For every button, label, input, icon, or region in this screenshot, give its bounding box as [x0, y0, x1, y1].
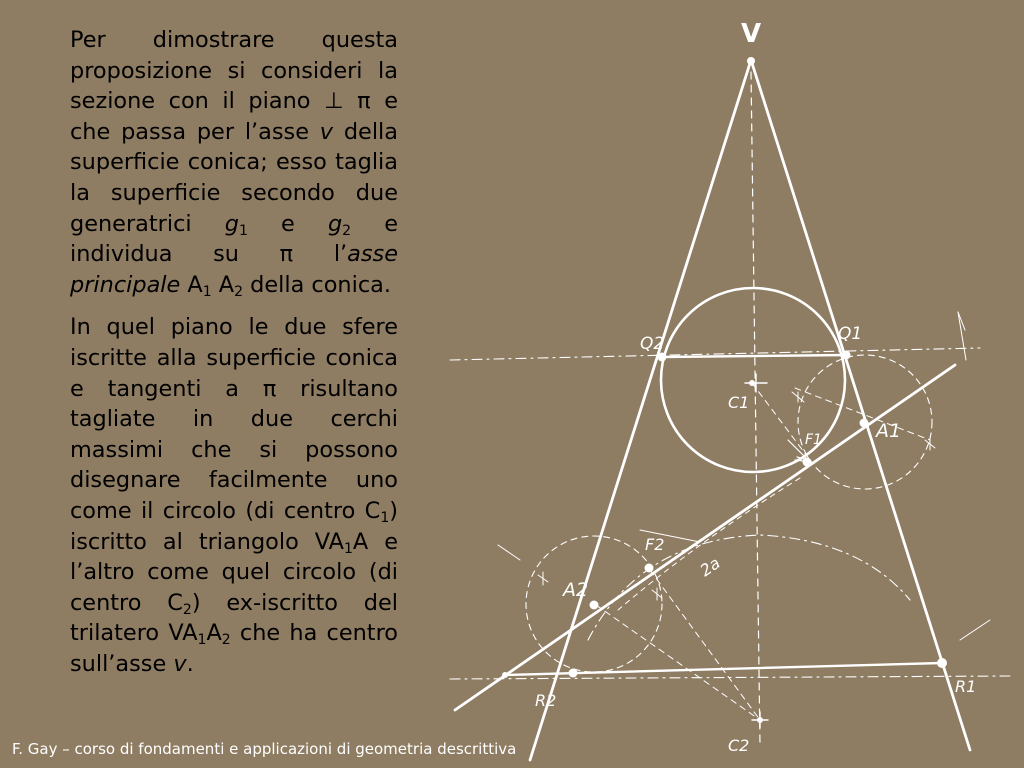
text-run: A: [206, 620, 222, 647]
footer-caption: F. Gay – corso di fondamenti e applicazioni di geometria descrittiva: [12, 740, 517, 758]
construction-line-f2-c2: [650, 570, 760, 720]
label-q1: Q1: [838, 324, 863, 344]
point-f1: [803, 458, 812, 467]
label-f2: F2: [645, 535, 665, 554]
subscript: 2: [234, 283, 244, 300]
text-run: .: [186, 650, 194, 677]
text-run: [344, 88, 358, 114]
label-f1: F1: [805, 432, 822, 448]
text-run: e che passa per l’asse: [70, 88, 398, 145]
point-q1: [842, 351, 851, 360]
point-a2: [590, 601, 599, 610]
label-a2: A2: [563, 579, 589, 601]
paragraph-2: [70, 312, 398, 679]
principal-axis-term: asse principale: [70, 241, 398, 298]
text-run: e individua su: [70, 210, 398, 268]
paragraph-1: [70, 25, 398, 300]
axis-v-symbol: v: [319, 118, 334, 145]
subscript: 2: [342, 222, 352, 239]
label-r2: R2: [535, 691, 557, 710]
generatrix-g1: [751, 60, 970, 750]
g2-symbol: g: [327, 210, 343, 237]
chord-q2-q1: [662, 355, 846, 357]
g1-symbol: g: [224, 210, 239, 237]
label-c2: C2: [728, 736, 750, 755]
text-run: Per dimostrare questa proposizione si consideri la sezione con il piano: [70, 27, 398, 115]
subscript: 2: [182, 601, 192, 618]
text-run: ) iscritto al triangolo VA: [70, 497, 398, 555]
construction-tick: [960, 620, 990, 640]
axis-v-line: [751, 72, 760, 745]
subscript: 1: [343, 540, 353, 557]
label-c1: C1: [728, 393, 750, 412]
principal-axis-line: [455, 365, 955, 710]
text-run: risultano tagliate in due cerchi massimi che si possono disegnare facilmente uno come il circolo (di centro C: [70, 375, 399, 524]
text-run: che ha centro sull’asse: [70, 620, 398, 677]
point-c1: [749, 380, 755, 386]
text-run: l’: [293, 241, 348, 268]
point-axis-end: [502, 672, 508, 678]
subscript: 1: [202, 283, 212, 300]
label-r1: R1: [955, 677, 977, 696]
perpendicular-symbol: ⊥: [324, 88, 344, 115]
pi-symbol: π: [279, 241, 294, 268]
point-f2: [645, 564, 654, 573]
construction-line-a2-c2: [596, 605, 760, 720]
label-q2: Q2: [640, 334, 665, 354]
conic-section-drawing: [430, 0, 1024, 768]
construction-tick: [958, 312, 966, 360]
text-run: della superficie conica; esso taglia la superficie secondo due generatrici: [70, 118, 398, 237]
construction-line-q: [450, 348, 980, 360]
center-mark-c1: [745, 374, 767, 392]
point-v: [747, 57, 755, 65]
body-text: [70, 25, 398, 679]
subscript: 2: [221, 632, 231, 649]
point-c2: [757, 717, 763, 723]
label-a1: A1: [876, 420, 902, 442]
subscript: 1: [238, 222, 248, 239]
construction-tick: [498, 545, 520, 560]
text-run: A: [211, 271, 235, 298]
subscript: 1: [380, 509, 390, 526]
label-2a: 2a: [696, 553, 724, 581]
tick-mark: [792, 392, 804, 402]
text-run: A e l’altro come quel circolo (di centro C: [70, 528, 398, 616]
label-v: V: [741, 19, 762, 49]
text-run: In quel piano le due sfere iscritte alla superficie conica e tangenti a: [70, 314, 398, 402]
point-r2: [569, 669, 578, 678]
tick-mark: [538, 572, 548, 585]
text-run: ) ex-iscritto del trilatero VA: [70, 589, 398, 647]
pi-symbol: π: [262, 375, 277, 402]
construction-line-c1-f1: [752, 383, 810, 460]
generatrix-g2: [530, 60, 751, 760]
text-run: e: [247, 210, 328, 237]
subscript: 1: [197, 632, 207, 649]
text-run: A: [180, 271, 203, 298]
point-a1: [860, 419, 869, 428]
text-run: della conica.: [243, 271, 391, 298]
axis-v-symbol: v: [173, 650, 187, 677]
pi-symbol: π: [357, 88, 371, 115]
point-r1: [937, 658, 947, 668]
